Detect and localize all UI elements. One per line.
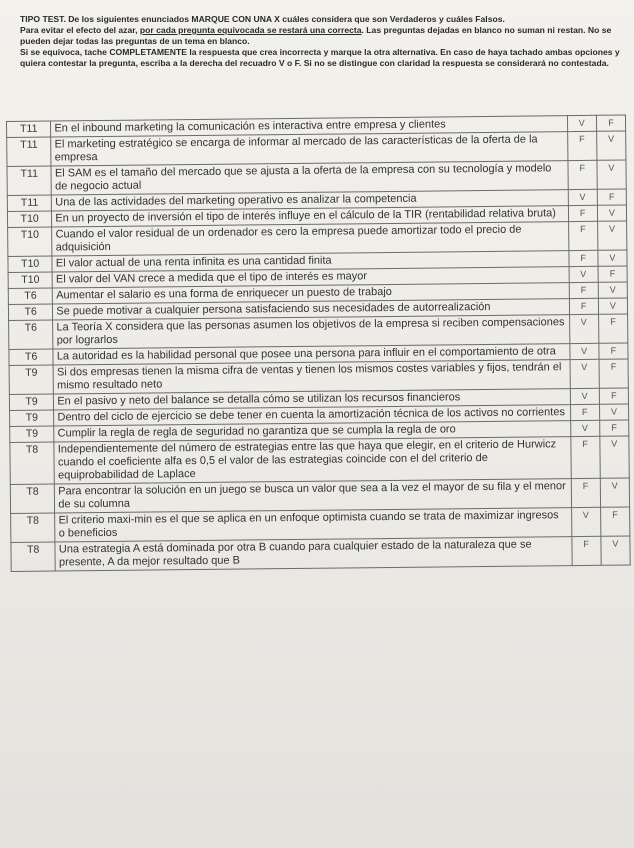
answer-option-2[interactable]: F: [600, 507, 630, 536]
answer-option-1[interactable]: F: [567, 131, 597, 160]
question-table: [6, 115, 631, 572]
answer-option-1[interactable]: F: [571, 536, 601, 565]
question-topic: T8: [11, 513, 56, 542]
question-row: [10, 436, 629, 484]
answer-option-1[interactable]: V: [570, 359, 600, 388]
answer-option-2[interactable]: V: [597, 221, 627, 250]
answer-option-2[interactable]: V: [600, 436, 630, 478]
answer-option-1[interactable]: V: [570, 388, 599, 404]
answer-option-1[interactable]: F: [571, 478, 601, 507]
question-text: Cumplir la regla de regla de seguridad no garantiza que se cumpla la regla de oro: [54, 421, 570, 442]
question-text: El valor del VAN crece a medida que el tipo de interés es mayor: [52, 267, 568, 288]
answer-option-1[interactable]: V: [568, 189, 597, 205]
question-topic: T6: [9, 320, 54, 349]
question-topic: T9: [9, 394, 54, 410]
answer-option-2[interactable]: F: [596, 115, 625, 131]
answer-option-1[interactable]: F: [568, 205, 597, 221]
question-text: La autoridad es la habilidad personal que posee una persona para influir en el comportamiento de otra: [53, 344, 569, 365]
instructions-line-1: [20, 14, 620, 25]
answer-option-1[interactable]: V: [567, 115, 596, 131]
question-topic: T8: [10, 484, 55, 513]
answer-option-1[interactable]: F: [569, 282, 598, 298]
question-text: En el inbound marketing la comunicación es interactiva entre empresa y clientes: [51, 116, 567, 137]
answer-option-2[interactable]: F: [599, 343, 628, 359]
instructions-text-1: TIPO TEST. De los siguientes enunciados MARQUE CON UNA X cuáles considera que son Verdaderos y cuáles Falsos.: [20, 14, 505, 24]
instructions-text-2a: Para evitar el efecto del azar,: [20, 25, 140, 35]
question-text: Si dos empresas tienen la misma cifra de ventas y tienen los mismos costes variables y fijos, tendrán el mismo resultado neto: [53, 360, 569, 394]
question-topic: T6: [8, 288, 53, 304]
instructions-line-2: [20, 25, 620, 47]
question-text: Aumentar el salario es una forma de enriquecer un puesto de trabajo: [53, 283, 569, 304]
question-text: Independientemente del número de estrategias entre las que haya que elegir, en el criterio de Hurwicz cuando el coeficiente alfa es 0,5 el valor de las estrategias coincide con el del criterio de equiprobabilidad de Laplace: [54, 437, 571, 484]
answer-option-2[interactable]: V: [599, 404, 628, 420]
question-text: Dentro del ciclo de ejercicio se debe tener en cuenta la amortización técnica de los activos no corrientes: [54, 405, 570, 426]
answer-option-1[interactable]: F: [569, 298, 598, 314]
answer-option-2[interactable]: F: [599, 388, 628, 404]
question-topic: T11: [7, 195, 52, 211]
question-topic: T11: [7, 137, 52, 166]
answer-option-2[interactable]: V: [596, 131, 626, 160]
question-text: Se puede motivar a cualquier persona satisfaciendo sus necesidades de autorrealización: [53, 299, 569, 320]
question-topic: T8: [10, 442, 55, 484]
answer-option-1[interactable]: F: [570, 404, 599, 420]
instructions-text-2b: . Las preguntas dejadas en blanco no suman ni restan. No se pueden dejar todas las preguntas de un tema en blanco.: [20, 25, 612, 46]
question-topic: T10: [8, 256, 53, 272]
answer-option-2[interactable]: F: [599, 359, 629, 388]
question-text: En un proyecto de inversión el tipo de interés influye en el cálculo de la TIR (rentabilidad relativa bruta): [52, 206, 568, 227]
question-text: El valor actual de una renta infinita es una cantidad finita: [52, 251, 568, 272]
question-text: El criterio maxi-min es el que se aplica en un enfoque optimista cuando se trata de maximizar ingresos o beneficios: [55, 508, 571, 542]
question-topic: T10: [7, 211, 52, 227]
question-text: Una estrategia A está dominada por otra B cuando para cualquier estado de la naturaleza que se presente, A da mejor resultado que B: [55, 537, 571, 571]
instructions-text-3: Si se equivoca, tache COMPLETAMENTE la respuesta que crea incorrecta y marque la otra alternativa. En caso de haya tachado ambas opciones y quiera contestar la pregunta, escriba a la derecha del recuadro V o F. Si no se distingue con claridad la respuesta se considerará no contestada.: [20, 47, 620, 68]
answer-option-1[interactable]: F: [567, 160, 597, 189]
question-text: El SAM es el tamaño del mercado que se ajusta a la oferta de la empresa con su tecnología y modelo de negocio actual: [51, 161, 567, 195]
answer-option-1[interactable]: V: [571, 507, 601, 536]
question-text: En el pasivo y neto del balance se detalla cómo se utilizan los recursos financieros: [54, 389, 570, 410]
instructions-underlined-rule: por cada pregunta equivocada se restará una correcta: [139, 25, 362, 35]
question-topic: T9: [9, 365, 54, 394]
answer-option-2[interactable]: F: [597, 189, 626, 205]
question-topic: T8: [11, 542, 56, 571]
answer-option-1[interactable]: V: [570, 420, 599, 436]
answer-option-2[interactable]: V: [601, 536, 631, 565]
question-topic: T9: [10, 410, 55, 426]
question-text: Cuando el valor residual de un ordenador es cero la empresa puede amortizar todo el precio de adquisición: [52, 222, 568, 256]
question-text: Para encontrar la solución en un juego se busca un valor que sea a la vez el mayor de su fila y el menor de su columna: [55, 479, 571, 513]
question-topic: T11: [7, 166, 52, 195]
answer-option-2[interactable]: V: [597, 160, 627, 189]
question-row: [11, 536, 630, 571]
answer-option-2[interactable]: V: [598, 298, 627, 314]
question-topic: T9: [10, 426, 55, 442]
question-topic: T10: [8, 227, 53, 256]
question-text: Una de las actividades del marketing operativo es analizar la competencia: [52, 190, 568, 211]
answer-option-2[interactable]: V: [597, 205, 626, 221]
answer-option-1[interactable]: V: [569, 266, 598, 282]
instructions: [20, 14, 620, 69]
answer-option-2[interactable]: F: [598, 266, 627, 282]
answer-option-2[interactable]: F: [598, 314, 628, 343]
answer-option-1[interactable]: F: [568, 250, 597, 266]
answer-option-1[interactable]: V: [569, 314, 599, 343]
answer-option-2[interactable]: V: [600, 478, 630, 507]
instructions-line-3: [20, 47, 620, 69]
question-topic: T6: [8, 304, 53, 320]
question-topic: T11: [7, 121, 52, 137]
answer-option-2[interactable]: V: [598, 250, 627, 266]
question-topic: T10: [8, 272, 53, 288]
answer-option-1[interactable]: F: [568, 221, 598, 250]
question-text: La Teoría X considera que las personas asumen los objetivos de la empresa si reciben compensaciones por lograrlos: [53, 315, 569, 349]
answer-option-1[interactable]: F: [570, 436, 600, 478]
answer-option-2[interactable]: F: [599, 420, 628, 436]
question-topic: T6: [9, 349, 54, 365]
answer-option-2[interactable]: V: [598, 282, 627, 298]
answer-option-1[interactable]: V: [569, 343, 598, 359]
question-text: El marketing estratégico se encarga de informar al mercado de las características de la oferta de la empresa: [51, 132, 567, 166]
